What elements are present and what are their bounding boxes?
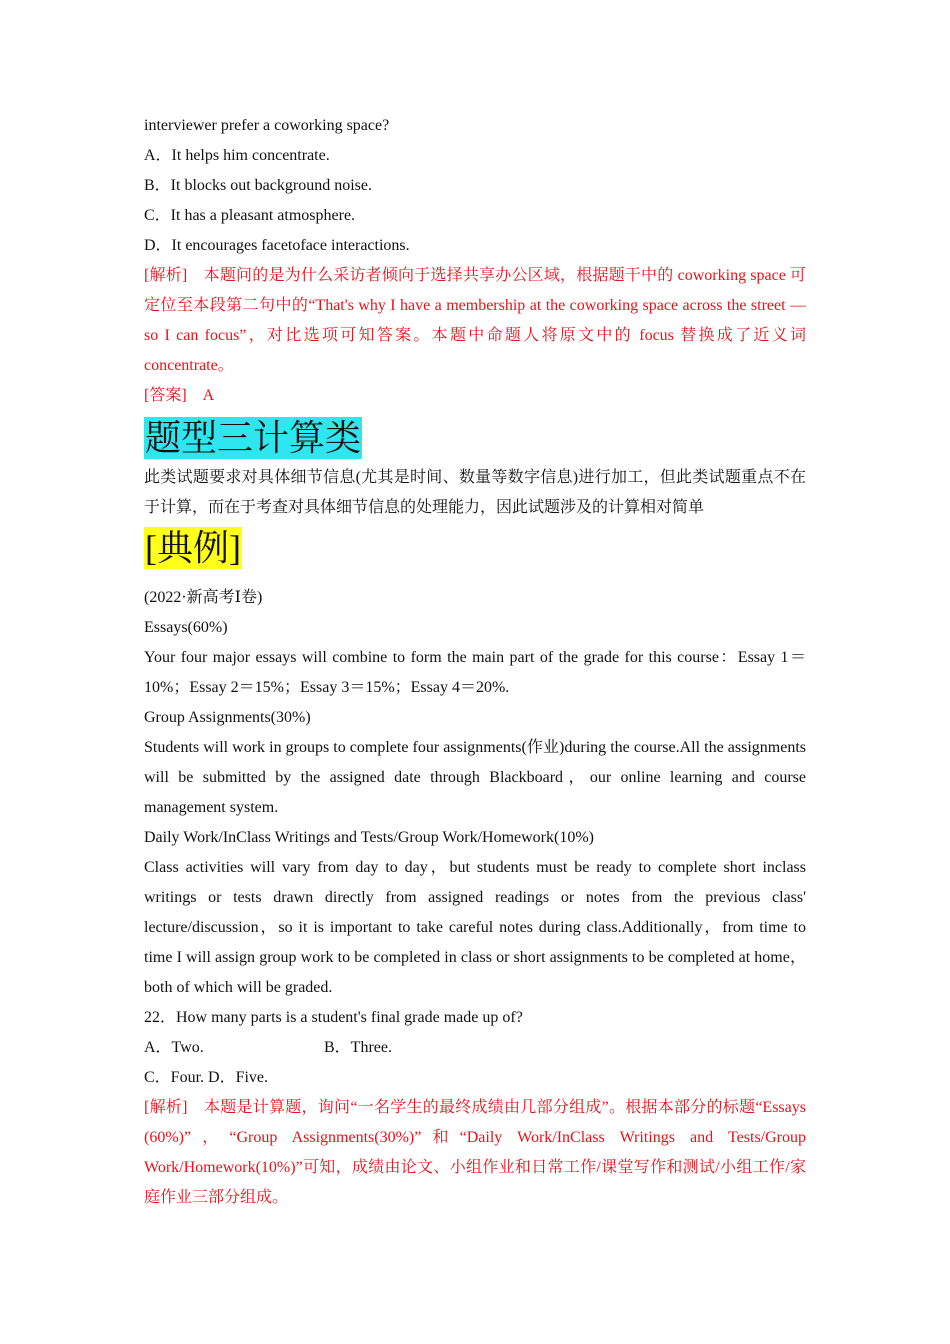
section-intro: 此类试题要求对具体细节信息(尤其是时间、数量等数字信息)进行加工，但此类试题重点不在于计算，而在于考查对具体细节信息的处理能力，因此试题涉及的计算相对简单 [144,469,806,516]
example-label: [典例] [145,528,241,568]
q22-option-a: A．Two. [144,1039,204,1056]
q22-options-row-1 [144,1033,806,1063]
q21-option-b: B．It blocks out background noise. [144,177,372,194]
passage-source: (2022·新高考Ⅰ卷) [144,589,263,606]
q21-stem-tail: interviewer prefer a coworking space? [144,117,390,134]
group-heading: Group Assignments(30%) [144,709,311,726]
document-page [144,111,806,1213]
q21-analysis: [解析] 本题问的是为什么采访者倾向于选择共享办公区域，根据题干中的 coworking space 可定位至本段第二句中的“That's why I have a membership at the coworking space across the street —so I can focus”，对比选项可知答案。本题中命题人将原文中的 focus 替换成了近义词 concentrate。 [144,267,806,374]
essays-text: Your four major essays will combine to form the main part of the grade for this course：Essay 1＝10%；Essay 2＝15%；Essay 3＝15%；Essay 4＝20%. [144,649,806,696]
q22-analysis: [解析] 本题是计算题，询问“一名学生的最终成绩由几部分组成”。根据本部分的标题“Essays (60%)”，“Group Assignments(30%)”和“Daily Work/InClass Writings and Tests/Group Work/Homework(10%)”可知，成绩由论文、小组作业和日常工作/课堂写作和测试/小组工作/家庭作业三部分组成。 [144,1099,806,1206]
q21-option-a: A．It helps him concentrate. [144,147,330,164]
essays-heading: Essays(60%) [144,619,228,636]
group-text: Students will work in groups to complete four assignments(作业)during the course.All the assignments will be submitted by the assigned date through Blackboard，our online learning and course management system. [144,739,806,816]
q21-option-c: C．It has a pleasant atmosphere. [144,207,356,224]
q21-answer: [答案] A [144,387,215,404]
q22-option-b: B．Three. [324,1039,392,1056]
daily-text: Class activities will vary from day to day，but students must be ready to complete short inclass writings or tests drawn directly from assigned readings or notes from the previous class' lecture/discussion，so it is important to take careful notes during class.Additionally，from time to time I will assign group work to be completed in class or short assignments to be completed at home，both of which will be graded. [144,859,807,996]
q21-option-d: D．It encourages facetoface interactions. [144,237,410,254]
daily-heading: Daily Work/InClass Writings and Tests/Group Work/Homework(10%) [144,829,594,846]
q22-options-row-2: C．Four. D．Five. [144,1069,269,1086]
q22-stem: 22．How many parts is a student's final grade made up of? [144,1009,523,1026]
section-title: 题型三计算类 [145,418,362,458]
